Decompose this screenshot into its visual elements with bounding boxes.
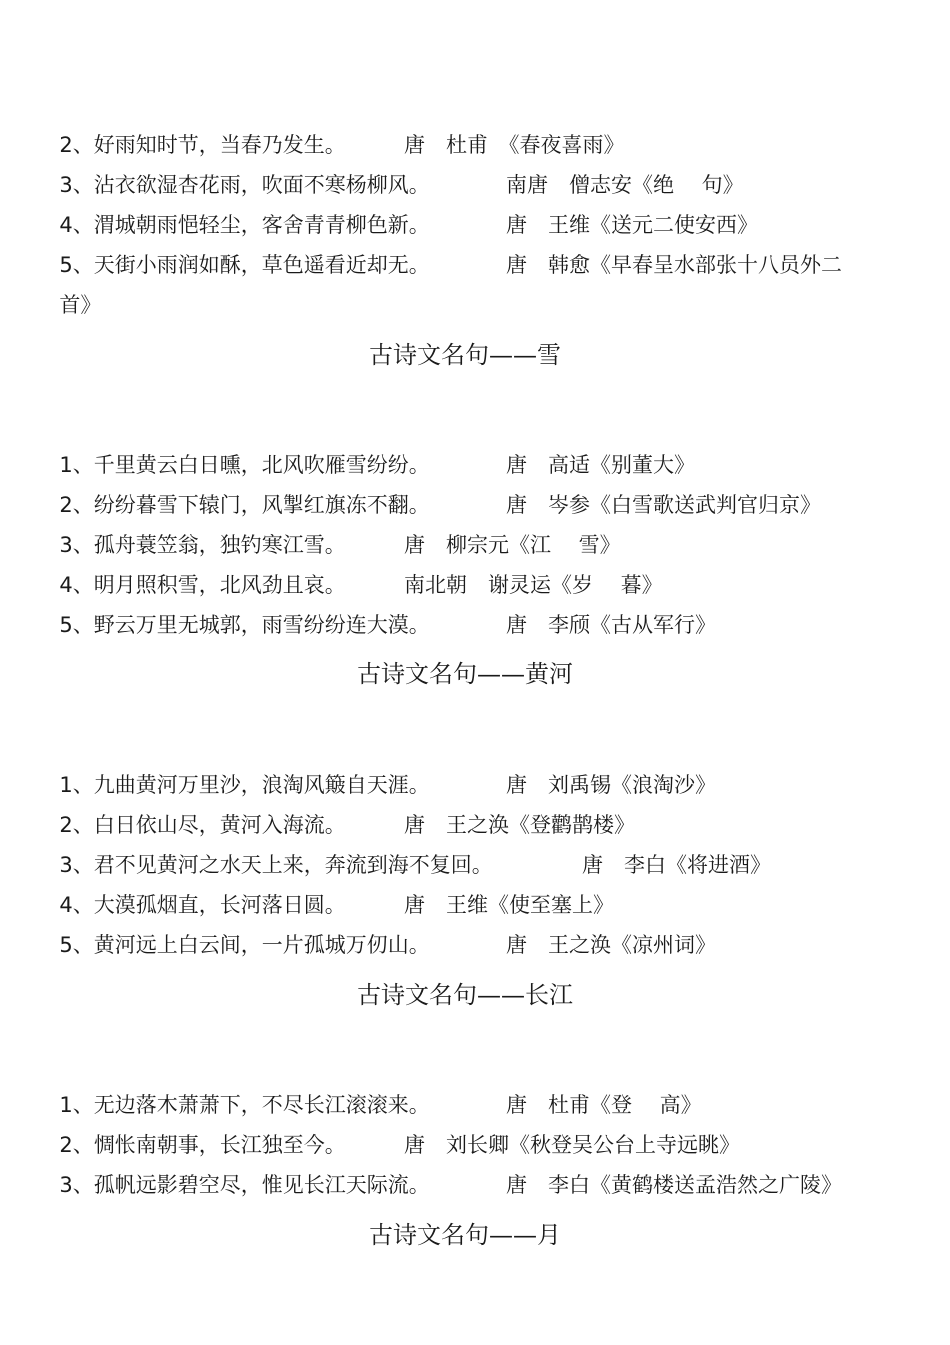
verse-line [46, 1140, 906, 1200]
verse-author: 唐 李白《黄鹤楼送孟浩然之广陵》 [506, 1173, 842, 1197]
verse-author: 唐 岑参《白雪歌送武判官归京》 [506, 493, 821, 517]
verse-number: 5、 [59, 253, 94, 277]
verse-text: 君不见黄河之水天上来，奔流到海不复回。 [93, 853, 493, 877]
verse-number: 5、 [59, 613, 94, 637]
verse-author: 南唐 僧志安《绝 句》 [506, 173, 744, 197]
verse-author: 唐 李颀《古从军行》 [506, 613, 716, 637]
verse-line [46, 580, 906, 640]
verse-number: 4、 [59, 893, 94, 917]
verse-number: 2、 [59, 493, 94, 517]
verse-author: 唐 刘禹锡《浪淘沙》 [506, 773, 716, 797]
verse-text: 惆怅南朝事，长江独至今。 [93, 1133, 346, 1157]
verse-author: 唐 王维《使至塞上》 [404, 893, 614, 917]
verse-text: 首》 [59, 293, 102, 317]
verse-text: 孤帆远影碧空尽，惟见长江天际流。 [93, 1173, 430, 1197]
verse-text: 黄河远上白云间，一片孤城万仞山。 [93, 933, 430, 957]
verse-text: 渭城朝雨悒轻尘，客舍青青柳色新。 [93, 213, 430, 237]
verse-author: 唐 王之涣《凉州词》 [506, 933, 716, 957]
section-title: 古诗文名句——黄河 [357, 660, 573, 688]
verse-author: 南北朝 谢灵运《岁 暮》 [404, 573, 663, 597]
verse-number: 2、 [59, 813, 94, 837]
verse-number: 3、 [59, 1173, 94, 1197]
verse-number: 5、 [59, 933, 94, 957]
verse-number: 3、 [59, 853, 94, 877]
verse-author: 唐 杜甫《登 高》 [506, 1093, 702, 1117]
verse-number: 1、 [59, 453, 94, 477]
verse-author: 唐 王维《送元二使安西》 [506, 213, 758, 237]
verse-text: 九曲黄河万里沙，浪淘风簸自天涯。 [93, 773, 430, 797]
verse-number: 3、 [59, 173, 94, 197]
verse-author: 唐 刘长卿《秋登吴公台上寺远眺》 [404, 1133, 740, 1157]
verse-number: 1、 [59, 773, 94, 797]
section-title: 古诗文名句——长江 [357, 981, 573, 1009]
verse-text: 白日依山尽，黄河入海流。 [93, 813, 346, 837]
verse-author: 唐 王之涣《登鹳鹊楼》 [404, 813, 635, 837]
verse-author: 唐 高适《别董大》 [506, 453, 695, 477]
verse-text: 纷纷暮雪下辕门，风掣红旗冻不翻。 [93, 493, 430, 517]
verse-author: 唐 杜甫 《春夜喜雨》 [404, 133, 625, 157]
verse-text: 无边落木萧萧下，不尽长江滚滚来。 [93, 1093, 430, 1117]
verse-text: 明月照积雪，北风劲且哀。 [93, 573, 346, 597]
section-title: 古诗文名句——月 [369, 1221, 561, 1249]
verse-text: 孤舟蓑笠翁，独钓寒江雪。 [93, 533, 346, 557]
verse-number: 4、 [59, 213, 94, 237]
verse-text: 大漠孤烟直，长河落日圆。 [93, 893, 346, 917]
verse-line [46, 900, 906, 960]
verse-number: 1、 [59, 1093, 94, 1117]
verse-author: 唐 韩愈《早春呈水部张十八员外二 [506, 253, 842, 277]
verse-text: 千里黄云白日曛，北风吹雁雪纷纷。 [93, 453, 430, 477]
verse-text: 天街小雨润如酥，草色遥看近却无。 [93, 253, 430, 277]
verse-number: 2、 [59, 133, 94, 157]
verse-number: 3、 [59, 533, 94, 557]
section-title: 古诗文名句——雪 [369, 341, 561, 369]
verse-text: 好雨知时节，当春乃发生。 [93, 133, 346, 157]
verse-line [46, 260, 906, 320]
verse-number: 2、 [59, 1133, 94, 1157]
verse-author: 唐 李白《将进酒》 [582, 853, 771, 877]
verse-text: 沾衣欲湿杏花雨，吹面不寒杨柳风。 [93, 173, 430, 197]
verse-author: 唐 柳宗元《江 雪》 [404, 533, 621, 557]
verse-number: 4、 [59, 573, 94, 597]
verse-text: 野云万里无城郭，雨雪纷纷连大漠。 [93, 613, 430, 637]
